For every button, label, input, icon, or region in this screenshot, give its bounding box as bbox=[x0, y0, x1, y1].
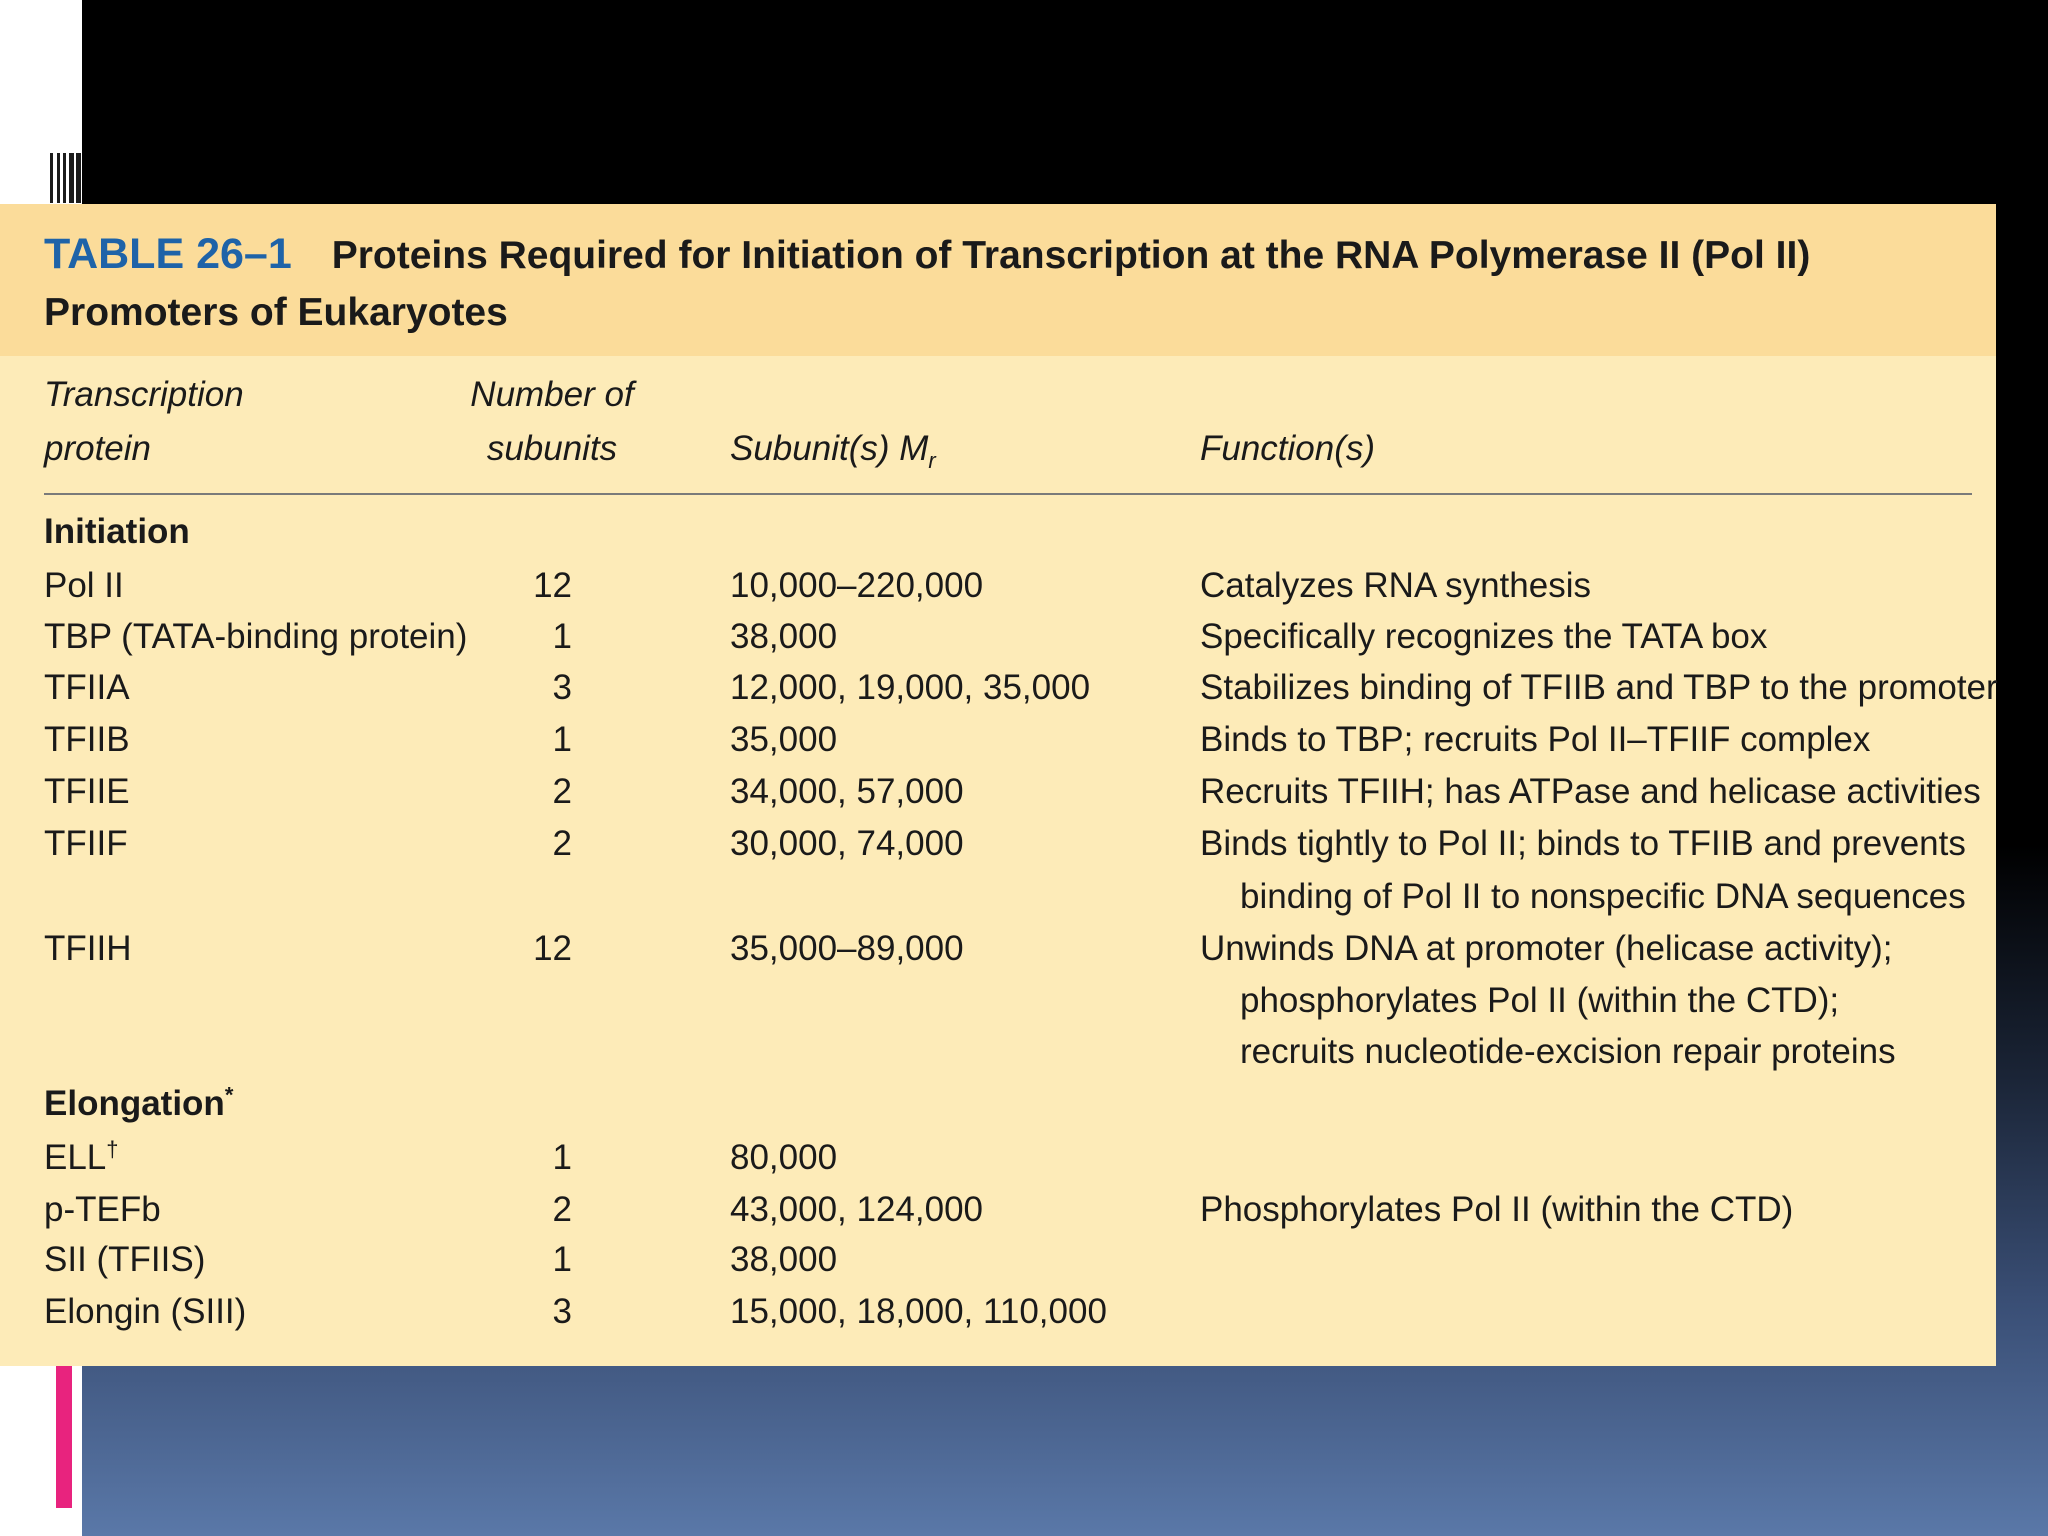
cell-protein: SII (TFIIS) bbox=[44, 1240, 206, 1279]
cell-function: Catalyzes RNA synthesis bbox=[1200, 566, 1591, 605]
cell-subunits: 3 bbox=[552, 668, 572, 707]
table-number: TABLE 26–1 bbox=[44, 230, 292, 278]
cell-mr: 34,000, 57,000 bbox=[730, 772, 964, 811]
header-mr bbox=[730, 422, 936, 488]
section-title-initiation: Initiation bbox=[44, 512, 190, 551]
cell-protein bbox=[44, 1132, 119, 1184]
section-title-text: Elongation bbox=[44, 1084, 225, 1123]
cell-protein-text: ELL bbox=[44, 1138, 107, 1177]
cell-mr: 80,000 bbox=[730, 1138, 838, 1177]
table-panel bbox=[0, 204, 1996, 1366]
decorative-bars bbox=[50, 153, 82, 203]
footnote-mark: † bbox=[106, 1136, 119, 1162]
cell-mr: 10,000–220,000 bbox=[730, 566, 984, 605]
cell-protein: TFIIH bbox=[44, 929, 132, 968]
header-protein-line2: protein bbox=[44, 429, 152, 468]
table-title-line2: Promoters of Eukaryotes bbox=[44, 291, 508, 334]
cell-subunits: 2 bbox=[552, 772, 572, 811]
accent-stripe bbox=[56, 1366, 72, 1508]
cell-subunits: 1 bbox=[552, 720, 572, 759]
footnote-mark: * bbox=[224, 1082, 234, 1108]
cell-mr: 38,000 bbox=[730, 1240, 838, 1279]
cell-function-cont: binding of Pol II to nonspecific DNA sequences bbox=[1240, 877, 1966, 916]
cell-subunits: 1 bbox=[552, 1138, 572, 1177]
header-protein-line1: Transcription bbox=[44, 375, 244, 414]
header-rule bbox=[44, 493, 1972, 495]
header-subunits-line2: subunits bbox=[486, 429, 618, 468]
cell-subunits: 12 bbox=[533, 929, 572, 968]
header-protein bbox=[44, 368, 244, 476]
cell-subunits: 1 bbox=[552, 617, 572, 656]
cell-protein: TFIIF bbox=[44, 824, 128, 863]
header-mr-subscript: r bbox=[928, 448, 936, 473]
table-caption bbox=[44, 226, 1924, 341]
cell-mr: 35,000 bbox=[730, 720, 838, 759]
cell-subunits: 2 bbox=[552, 1190, 572, 1229]
cell-function: Stabilizes binding of TFIIB and TBP to the promoter bbox=[1200, 668, 1998, 707]
cell-subunits: 12 bbox=[533, 566, 572, 605]
cell-function-cont: phosphorylates Pol II (within the CTD); bbox=[1240, 981, 1840, 1020]
cell-protein: Elongin (SIII) bbox=[44, 1292, 247, 1331]
cell-function: Binds tightly to Pol II; binds to TFIIB and prevents bbox=[1200, 824, 1966, 863]
header-mr-text: Subunit(s) M bbox=[730, 429, 929, 468]
header-subunits-line1: Number of bbox=[470, 375, 634, 414]
cell-protein: TFIIA bbox=[44, 668, 130, 707]
cell-mr: 30,000, 74,000 bbox=[730, 824, 964, 863]
header-function: Function(s) bbox=[1200, 429, 1376, 468]
header-subunits bbox=[462, 368, 642, 476]
cell-subunits: 1 bbox=[552, 1240, 572, 1279]
cell-protein: TFIIB bbox=[44, 720, 130, 759]
cell-subunits: 2 bbox=[552, 824, 572, 863]
cell-mr: 43,000, 124,000 bbox=[730, 1190, 984, 1229]
cell-mr: 38,000 bbox=[730, 617, 838, 656]
cell-protein: TFIIE bbox=[44, 772, 130, 811]
cell-function: Specifically recognizes the TATA box bbox=[1200, 617, 1768, 656]
cell-mr: 15,000, 18,000, 110,000 bbox=[730, 1292, 1107, 1331]
cell-protein: TBP (TATA-binding protein) bbox=[44, 617, 468, 656]
cell-function: Phosphorylates Pol II (within the CTD) bbox=[1200, 1190, 1794, 1229]
cell-mr: 12,000, 19,000, 35,000 bbox=[730, 668, 1091, 707]
cell-protein: Pol II bbox=[44, 566, 124, 605]
section-title-elongation bbox=[44, 1078, 233, 1130]
cell-mr: 35,000–89,000 bbox=[730, 929, 964, 968]
cell-subunits: 3 bbox=[552, 1292, 572, 1331]
cell-protein: p-TEFb bbox=[44, 1190, 161, 1229]
cell-function: Binds to TBP; recruits Pol II–TFIIF complex bbox=[1200, 720, 1871, 759]
cell-function: Unwinds DNA at promoter (helicase activity); bbox=[1200, 929, 1893, 968]
caption-band bbox=[0, 204, 1996, 356]
cell-function: Recruits TFIIH; has ATPase and helicase activities bbox=[1200, 772, 1981, 811]
cell-function-cont: recruits nucleotide-excision repair proteins bbox=[1240, 1032, 1896, 1071]
table-title-line1: Proteins Required for Initiation of Transcription at the RNA Polymerase II (Pol II) bbox=[331, 234, 1811, 277]
